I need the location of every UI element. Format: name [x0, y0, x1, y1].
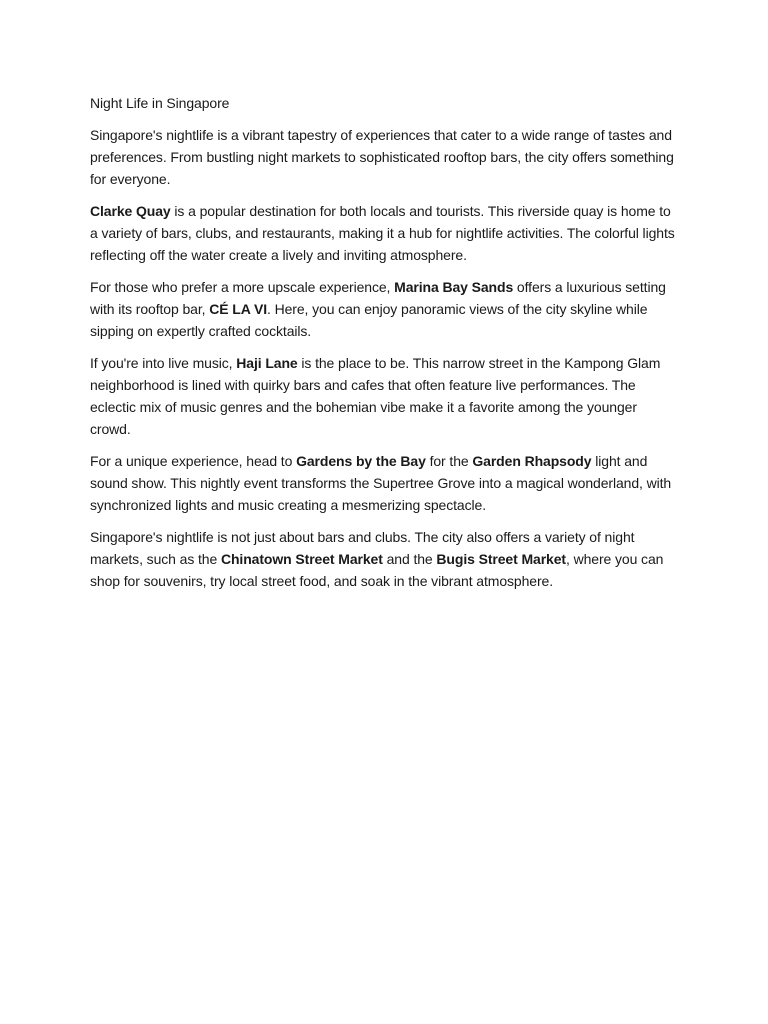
paragraph [90, 450, 678, 516]
paragraph-text: is a popular destination for both locals and tourists. This riverside quay is home to a variety of bars, clubs, and restaurants, making it a hub for nightlife activities. The colorful lights reflecting off the water create a lively and inviting atmosphere. [90, 203, 675, 263]
paragraph-text: , where you can shop for souvenirs, try local street food, and soak in the vibrant atmosphere. [90, 551, 664, 589]
document-body [90, 124, 678, 592]
bold-place-name: Chinatown Street Market [220, 551, 383, 567]
paragraph [90, 200, 678, 266]
paragraph-text: Singapore's nightlife is not just about bars and clubs. The city also offers a variety of night markets, such as the [90, 529, 635, 567]
paragraph-text: If you're into live music, [90, 355, 237, 371]
paragraph [90, 526, 678, 592]
paragraph [90, 124, 678, 190]
bold-place-name: Bugis Street Market [436, 551, 566, 567]
paragraph-text: Singapore's nightlife is a vibrant tapestry of experiences that cater to a wide range of tastes and preferences. From bustling night markets to sophisticated rooftop bars, the city offers something for everyone. [90, 127, 674, 187]
bold-place-name: CÉ LA VI [209, 301, 268, 317]
paragraph-text: and the [382, 551, 437, 567]
bold-place-name: Marina Bay Sands [394, 279, 514, 295]
document-page [90, 92, 678, 602]
paragraph-text: light and sound show. This nightly event transforms the Supertree Grove into a magical wonderland, with synchronized lights and music creating a mesmerizing spectacle. [90, 453, 672, 513]
paragraph-text: offers a luxurious setting with its rooftop bar, [90, 279, 666, 317]
paragraph-text: for the [425, 453, 473, 469]
bold-place-name: Haji Lane [236, 355, 298, 371]
paragraph [90, 352, 678, 440]
bold-place-name: Gardens by the Bay [296, 453, 426, 469]
paragraph [90, 276, 678, 342]
paragraph-text: For those who prefer a more upscale experience, [90, 279, 395, 295]
document-title: Night Life in Singapore [90, 95, 230, 111]
paragraph-text: is the place to be. This narrow street in the Kampong Glam neighborhood is lined with quirky bars and cafes that often feature live performances. The eclectic mix of music genres and the bohemian vibe make it a favorite among the younger crowd. [90, 355, 661, 437]
paragraph-text: . Here, you can enjoy panoramic views of the city skyline while sipping on expertly crafted cocktails. [90, 301, 648, 339]
paragraph-text: For a unique experience, head to [90, 453, 297, 469]
bold-place-name: Garden Rhapsody [472, 453, 592, 469]
bold-place-name: Clarke Quay [90, 203, 171, 219]
